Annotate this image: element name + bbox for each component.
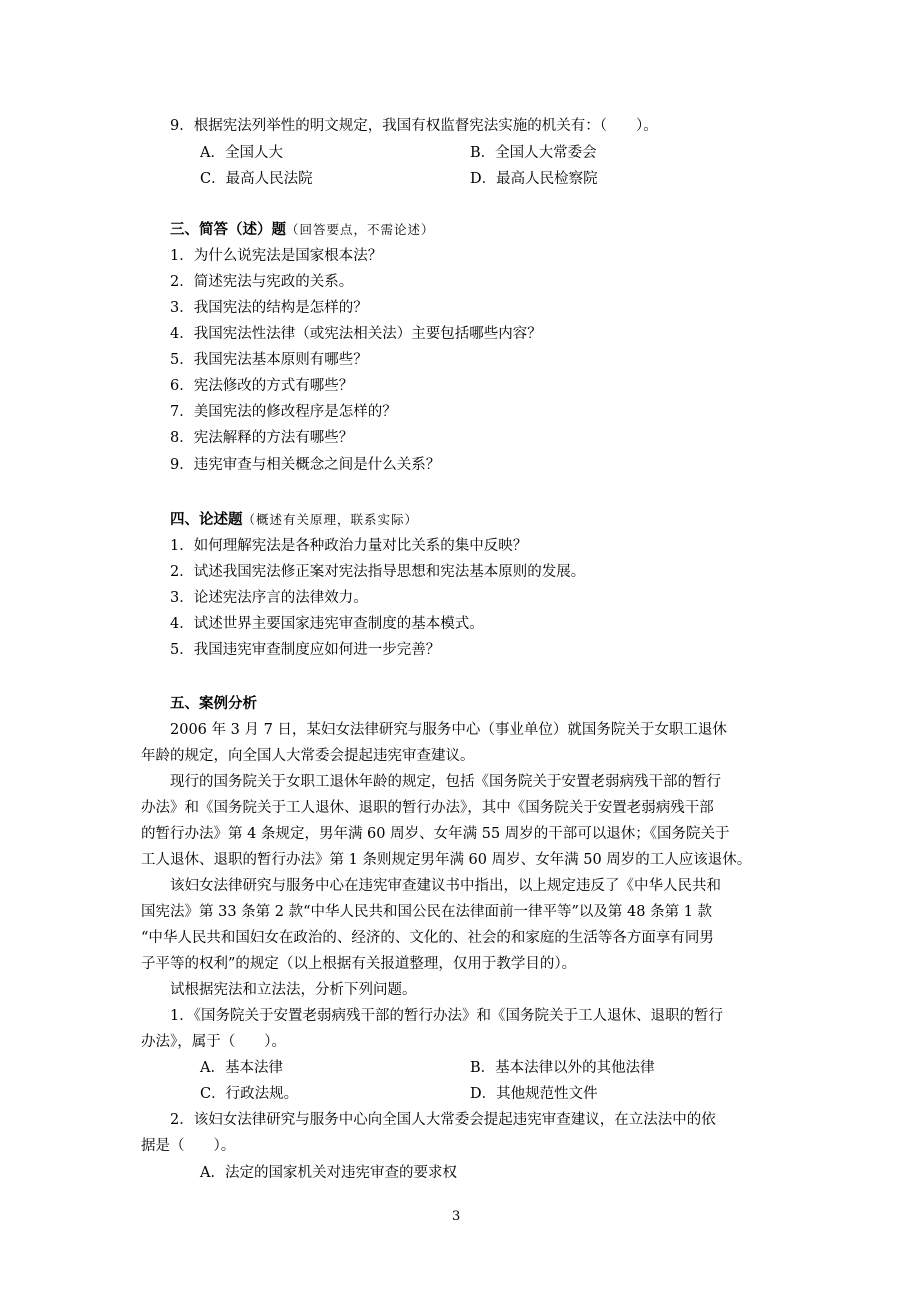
case-q1-option-c: C．行政法规。 xyxy=(200,1086,299,1102)
case-q2-option-a: A．法定的国家机关对违宪审查的要求权 xyxy=(200,1165,457,1181)
list-item: 1．为什么说宪法是国家根本法？ xyxy=(170,248,383,264)
paragraph-line: 2006 年 3 月 7 日，某妇女法律研究与服务中心（事业单位）就国务院关于女职工退休 xyxy=(170,722,727,738)
section3-title: 三、简答（述）题 xyxy=(170,221,286,238)
list-item: 2．简述宪法与宪政的关系。 xyxy=(170,274,354,290)
case-q2-stem: 据是（ ）。 xyxy=(141,1138,236,1154)
q9-stem: 9．根据宪法列举性的明文规定，我国有权监督宪法实施的机关有：（ ）。 xyxy=(170,118,658,134)
paragraph-line: 该妇女法律研究与服务中心在违宪审查建议书中指出，以上规定违反了《中华人民共和 xyxy=(170,878,721,894)
case-q1-stem: 办法》，属于（ ）。 xyxy=(141,1034,286,1050)
section4-heading xyxy=(170,510,418,530)
list-item: 4．试述世界主要国家违宪审查制度的基本模式。 xyxy=(170,616,484,632)
list-item: 4．我国宪法性法律（或宪法相关法）主要包括哪些内容？ xyxy=(170,326,542,342)
q9-option-b: B．全国人大常委会 xyxy=(470,145,597,161)
section4-title: 四、论述题 xyxy=(170,511,243,528)
instruction: 试根据宪法和立法法，分析下列问题。 xyxy=(170,982,417,998)
section3-note: （回答要点，不需论述） xyxy=(286,222,435,237)
case-q1-option-b: B．基本法律以外的其他法律 xyxy=(470,1060,655,1076)
list-item: 2．试述我国宪法修正案对宪法指导思想和宪法基本原则的发展。 xyxy=(170,564,586,580)
paragraph-line: 的暂行办法》第 4 条规定，男年满 60 周岁、女年满 55 周岁的干部可以退休；《国务院关于 xyxy=(141,826,730,842)
paragraph-line: “中华人民共和国妇女在政治的、经济的、文化的、社会的和家庭的生活等各方面享有同男 xyxy=(141,930,714,946)
paragraph-line: 子平等的权利”的规定（以上根据有关报道整理，仅用于教学目的）。 xyxy=(141,956,577,972)
section5-title: 五、案例分析 xyxy=(170,695,257,712)
list-item: 5．我国宪法基本原则有哪些？ xyxy=(170,352,368,368)
list-item: 7．美国宪法的修改程序是怎样的？ xyxy=(170,404,397,420)
q9-option-d: D．最高人民检察院 xyxy=(470,171,598,187)
paragraph-line: 工人退休、退职的暂行办法》第 1 条则规定男年满 60 周岁、女年满 50 周岁的工人应该退休。 xyxy=(141,852,752,868)
section3-heading xyxy=(170,220,435,240)
list-item: 3．论述宪法序言的法律效力。 xyxy=(170,590,368,606)
paragraph-line: 国宪法》第 33 条第 2 款“中华人民共和国公民在法律面前一律平等”以及第 48 条第 1 款 xyxy=(141,904,713,920)
list-item: 3．我国宪法的结构是怎样的？ xyxy=(170,300,368,316)
list-item: 6．宪法修改的方式有哪些？ xyxy=(170,378,354,394)
case-q1-stem: 1．《国务院关于安置老弱病残干部的暂行办法》和《国务院关于工人退休、退职的暂行 xyxy=(170,1008,723,1024)
list-item: 9．违宪审查与相关概念之间是什么关系？ xyxy=(170,457,441,473)
paragraph-line: 现行的国务院关于女职工退休年龄的规定，包括《国务院关于安置老弱病残干部的暂行 xyxy=(170,774,721,790)
q9-option-a: A．全国人大 xyxy=(200,145,283,161)
case-q1-option-d: D．其他规范性文件 xyxy=(470,1086,598,1102)
paragraph-line: 办法》和《国务院关于工人退休、退职的暂行办法》，其中《国务院关于安置老弱病残干部 xyxy=(141,800,714,816)
list-item: 1．如何理解宪法是各种政治力量对比关系的集中反映？ xyxy=(170,538,528,554)
list-item: 8．宪法解释的方法有哪些？ xyxy=(170,430,354,446)
case-q1-option-a: A．基本法律 xyxy=(200,1060,283,1076)
case-q2-stem: 2．该妇女法律研究与服务中心向全国人大常委会提起违宪审查建议，在立法法中的依 xyxy=(170,1112,716,1128)
q9-option-c: C．最高人民法院 xyxy=(200,171,313,187)
list-item: 5．我国违宪审查制度应如何进一步完善？ xyxy=(170,642,441,658)
page-number: 3 xyxy=(452,1209,461,1224)
paragraph-line: 年龄的规定，向全国人大常委会提起违宪审查建议。 xyxy=(141,748,475,764)
section4-note: （概述有关原理，联系实际） xyxy=(242,512,419,527)
